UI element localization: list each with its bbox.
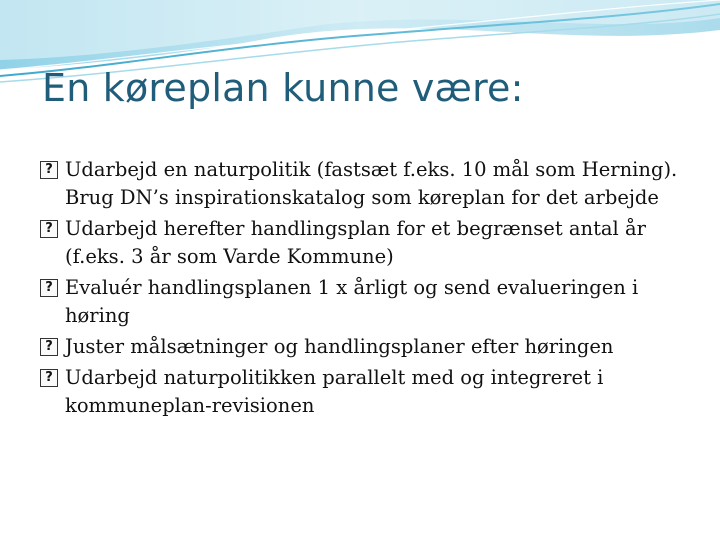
bullet-text: Udarbejd naturpolitikken parallelt med og integreret i kommuneplan-revisionen — [65, 366, 604, 417]
bullet-item — [40, 274, 690, 330]
slide-title: En køreplan kunne være: — [42, 66, 524, 110]
bullet-item — [40, 333, 690, 361]
missing-glyph-icon: ? — [40, 220, 58, 238]
missing-glyph-icon: ? — [40, 369, 58, 387]
bullet-text: Evaluér handlingsplanen 1 x årligt og send evalueringen i høring — [65, 276, 639, 327]
missing-glyph-icon: ? — [40, 338, 58, 356]
bullet-item — [40, 215, 690, 271]
bullet-item — [40, 364, 690, 420]
bullet-item — [40, 156, 690, 212]
missing-glyph-icon: ? — [40, 279, 58, 297]
missing-glyph-icon: ? — [40, 161, 58, 179]
bullet-text: Juster målsætninger og handlingsplaner efter høringen — [65, 335, 614, 358]
bullet-text: Udarbejd en naturpolitik (fastsæt f.eks. 10 mål som Herning). Brug DN’s inspirationskatalog som køreplan for det arbejde — [65, 158, 678, 209]
bullet-text: Udarbejd herefter handlingsplan for et begrænset antal år (f.eks. 3 år som Varde Kommune) — [65, 217, 646, 268]
bullet-list — [40, 156, 690, 423]
